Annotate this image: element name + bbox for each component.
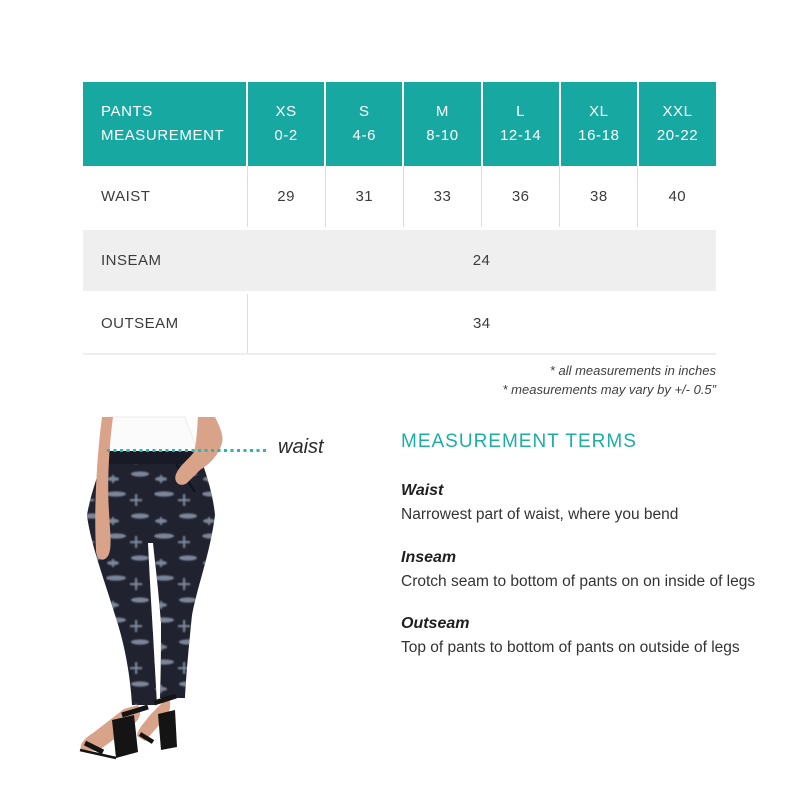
header-size-xl [560,82,638,166]
header-size-m [403,82,481,166]
term-item-inseam [401,549,793,593]
size-name: XS [275,103,297,120]
waist-value-xl: 38 [560,166,638,228]
inseam-value-all-sizes: 24 [247,228,716,292]
table-row-waist [83,166,716,228]
size-name: M [435,103,450,120]
size-range: 4-6 [352,127,377,144]
model-photo [58,402,313,794]
right-ankle-strap [154,696,176,703]
waist-value-xxl: 40 [638,166,716,228]
header-label-line2: MEASUREMENT [101,127,225,144]
header-pants-measurement [83,82,247,166]
waist-value-m: 33 [403,166,481,228]
measurement-terms-heading: MEASUREMENT TERMS [401,431,637,452]
shirt [107,417,198,452]
term-name-inseam: Inseam [401,548,457,566]
term-item-outseam [401,615,793,659]
header-size-l [482,82,560,166]
measurement-terms-section [401,431,793,682]
waist-annotation-label: waist [278,436,324,458]
term-definition-waist: Narrowest part of waist, where you bend [401,506,679,523]
table-row-outseam [83,292,716,354]
row-label-inseam: INSEAM [83,228,247,292]
size-table [83,82,716,355]
term-name-outseam: Outseam [401,615,470,633]
size-name: L [516,103,526,120]
size-range: 0-2 [274,127,298,144]
footnotes [83,361,716,399]
waist-value-xs: 29 [247,166,325,228]
size-name: XXL [662,103,693,120]
term-definition-outseam: Top of pants to bottom of pants on outside of legs [401,639,740,657]
outseam-value-all-sizes: 34 [247,292,716,354]
header-label-line1: PANTS [101,103,153,120]
row-label-outseam: OUTSEAM [83,292,247,354]
table-row-inseam [83,228,716,292]
header-size-s [325,82,403,166]
waist-value-l: 36 [482,166,560,228]
header-size-xs [247,82,325,166]
waist-value-s: 31 [325,166,403,228]
size-range: 8-10 [426,127,459,144]
term-name-waist: Waist [401,482,444,499]
footnote-variance: * measurements may vary by +/- 0.5” [502,382,716,397]
table-header-row [83,82,716,166]
header-size-xxl [638,82,716,166]
term-item-waist [401,482,793,526]
size-name: XL [589,103,609,120]
left-heel-block [112,715,138,758]
size-name: S [358,103,370,120]
term-definition-inseam: Crotch seam to bottom of pants on on inside of legs [401,572,756,590]
row-label-waist: WAIST [83,166,247,228]
size-range: 12-14 [499,127,542,144]
size-range: 16-18 [578,127,620,144]
pants-model-illustration [58,402,313,794]
size-range: 20-22 [656,127,699,144]
right-heel-block [158,710,177,750]
footnote-inches: * all measurements in inches [549,363,716,378]
waist-measure-line [107,449,269,452]
